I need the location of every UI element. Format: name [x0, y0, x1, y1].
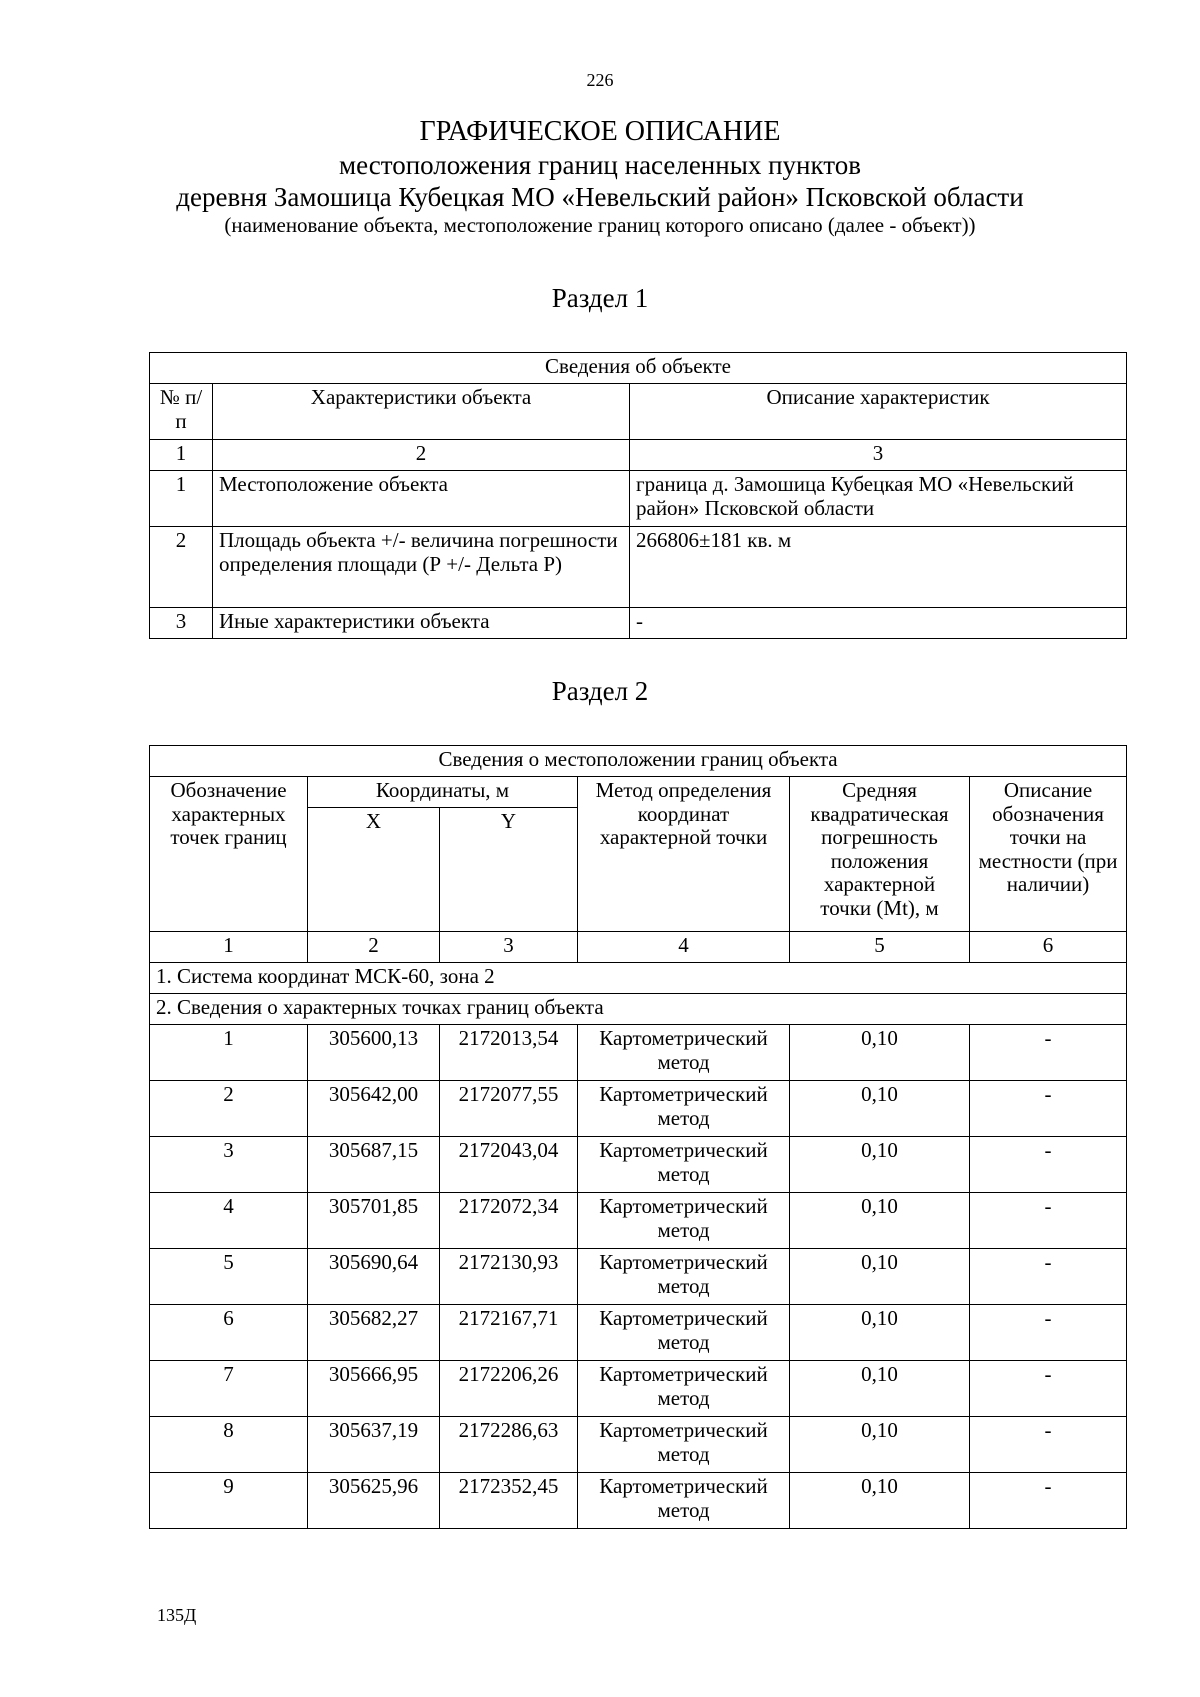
column-number: 1	[150, 932, 308, 963]
table-row	[150, 1361, 1127, 1417]
mean-square-error: 0,10	[790, 1417, 970, 1473]
method: Картометрический метод	[578, 1361, 790, 1417]
y-coordinate: 2172077,55	[440, 1081, 578, 1137]
table-row	[150, 1081, 1127, 1137]
mean-square-error: 0,10	[790, 1025, 970, 1081]
column-number: 2	[308, 932, 440, 963]
point-description: -	[970, 1025, 1127, 1081]
column-number: 1	[150, 440, 213, 471]
x-coordinate: 305701,85	[308, 1193, 440, 1249]
mean-square-error: 0,10	[790, 1081, 970, 1137]
table-row	[150, 471, 1127, 527]
column-number: 2	[213, 440, 630, 471]
x-coordinate: 305642,00	[308, 1081, 440, 1137]
document-title: ГРАФИЧЕСКОЕ ОПИСАНИЕ	[419, 116, 781, 147]
column-number: 6	[970, 932, 1127, 963]
header-method: Метод определения координат характерной точки	[578, 777, 790, 932]
object-info-title: Сведения об объекте	[150, 353, 1127, 384]
method: Картометрический метод	[578, 1137, 790, 1193]
section1-heading: Раздел 1	[551, 283, 649, 313]
x-coordinate: 305687,15	[308, 1137, 440, 1193]
method: Картометрический метод	[578, 1025, 790, 1081]
page-number: 226	[586, 70, 614, 90]
mean-square-error: 0,10	[790, 1473, 970, 1529]
row-description: граница д. Замошица Кубецкая МО «Невельский район» Псковской области	[630, 471, 1127, 527]
row-number: 2	[150, 527, 213, 608]
y-coordinate: 2172167,71	[440, 1305, 578, 1361]
row-number: 3	[150, 608, 213, 639]
header-point-description: Описание обозначения точки на местности (при наличии)	[970, 777, 1127, 932]
point-description: -	[970, 1081, 1127, 1137]
header-characteristic: Характеристики объекта	[213, 384, 630, 440]
title-block	[0, 115, 1200, 239]
point-description: -	[970, 1417, 1127, 1473]
point-description: -	[970, 1137, 1127, 1193]
table-row	[150, 1249, 1127, 1305]
mean-square-error: 0,10	[790, 1249, 970, 1305]
point-number: 9	[150, 1473, 308, 1529]
header-x: X	[308, 808, 440, 932]
y-coordinate: 2172352,45	[440, 1473, 578, 1529]
point-description: -	[970, 1361, 1127, 1417]
point-description: -	[970, 1249, 1127, 1305]
header-error: Средняя квадратическая погрешность положения характерной точки (Mt), м	[790, 777, 970, 932]
header-coordinates: Координаты, м	[308, 777, 578, 808]
points-caption: 2. Сведения о характерных точках границ объекта	[150, 994, 1127, 1025]
header-number: № п/п	[150, 384, 213, 440]
table-row	[150, 1193, 1127, 1249]
table-row	[150, 527, 1127, 608]
footer-code: 135Д	[157, 1605, 197, 1625]
point-number: 5	[150, 1249, 308, 1305]
y-coordinate: 2172013,54	[440, 1025, 578, 1081]
point-number: 6	[150, 1305, 308, 1361]
point-number: 4	[150, 1193, 308, 1249]
column-number: 4	[578, 932, 790, 963]
coordinate-system: 1. Система координат МСК-60, зона 2	[150, 963, 1127, 994]
point-description: -	[970, 1305, 1127, 1361]
document-subtitle: местоположения границ населенных пунктов	[339, 149, 861, 180]
method: Картометрический метод	[578, 1417, 790, 1473]
mean-square-error: 0,10	[790, 1193, 970, 1249]
y-coordinate: 2172206,26	[440, 1361, 578, 1417]
y-coordinate: 2172043,04	[440, 1137, 578, 1193]
mean-square-error: 0,10	[790, 1305, 970, 1361]
point-number: 3	[150, 1137, 308, 1193]
table-row	[150, 1473, 1127, 1529]
point-number: 7	[150, 1361, 308, 1417]
point-number: 2	[150, 1081, 308, 1137]
table-row	[150, 608, 1127, 639]
row-description: -	[630, 608, 1127, 639]
column-number: 5	[790, 932, 970, 963]
x-coordinate: 305637,19	[308, 1417, 440, 1473]
x-coordinate: 305690,64	[308, 1249, 440, 1305]
method: Картометрический метод	[578, 1193, 790, 1249]
row-characteristic: Иные характеристики объекта	[213, 608, 630, 639]
method: Картометрический метод	[578, 1305, 790, 1361]
row-characteristic: Местоположение объекта	[213, 471, 630, 527]
boundary-points-table	[149, 745, 1127, 1529]
mean-square-error: 0,10	[790, 1137, 970, 1193]
row-characteristic: Площадь объекта +/- величина погрешности определения площади (Р +/- Дельта Р)	[213, 527, 630, 608]
x-coordinate: 305666,95	[308, 1361, 440, 1417]
header-point-designation: Обозначение характерных точек границ	[150, 777, 308, 932]
point-description: -	[970, 1473, 1127, 1529]
row-description: 266806±181 кв. м	[630, 527, 1127, 608]
table-row	[150, 1137, 1127, 1193]
column-number: 3	[440, 932, 578, 963]
object-note: (наименование объекта, местоположение границ которого описано (далее - объект))	[224, 213, 976, 238]
table-row	[150, 1417, 1127, 1473]
section2-heading: Раздел 2	[551, 676, 649, 706]
mean-square-error: 0,10	[790, 1361, 970, 1417]
y-coordinate: 2172130,93	[440, 1249, 578, 1305]
header-y: Y	[440, 808, 578, 932]
method: Картометрический метод	[578, 1249, 790, 1305]
table-row	[150, 1305, 1127, 1361]
method: Картометрический метод	[578, 1081, 790, 1137]
object-name: деревня Замошица Кубецкая МО «Невельский район» Псковской области	[176, 181, 1024, 212]
y-coordinate: 2172072,34	[440, 1193, 578, 1249]
point-number: 8	[150, 1417, 308, 1473]
boundary-table-title: Сведения о местоположении границ объекта	[150, 746, 1127, 777]
x-coordinate: 305625,96	[308, 1473, 440, 1529]
method: Картометрический метод	[578, 1473, 790, 1529]
column-number: 3	[630, 440, 1127, 471]
table-row	[150, 1025, 1127, 1081]
header-description: Описание характеристик	[630, 384, 1127, 440]
row-number: 1	[150, 471, 213, 527]
x-coordinate: 305682,27	[308, 1305, 440, 1361]
point-description: -	[970, 1193, 1127, 1249]
point-number: 1	[150, 1025, 308, 1081]
object-info-table	[149, 352, 1127, 639]
y-coordinate: 2172286,63	[440, 1417, 578, 1473]
x-coordinate: 305600,13	[308, 1025, 440, 1081]
